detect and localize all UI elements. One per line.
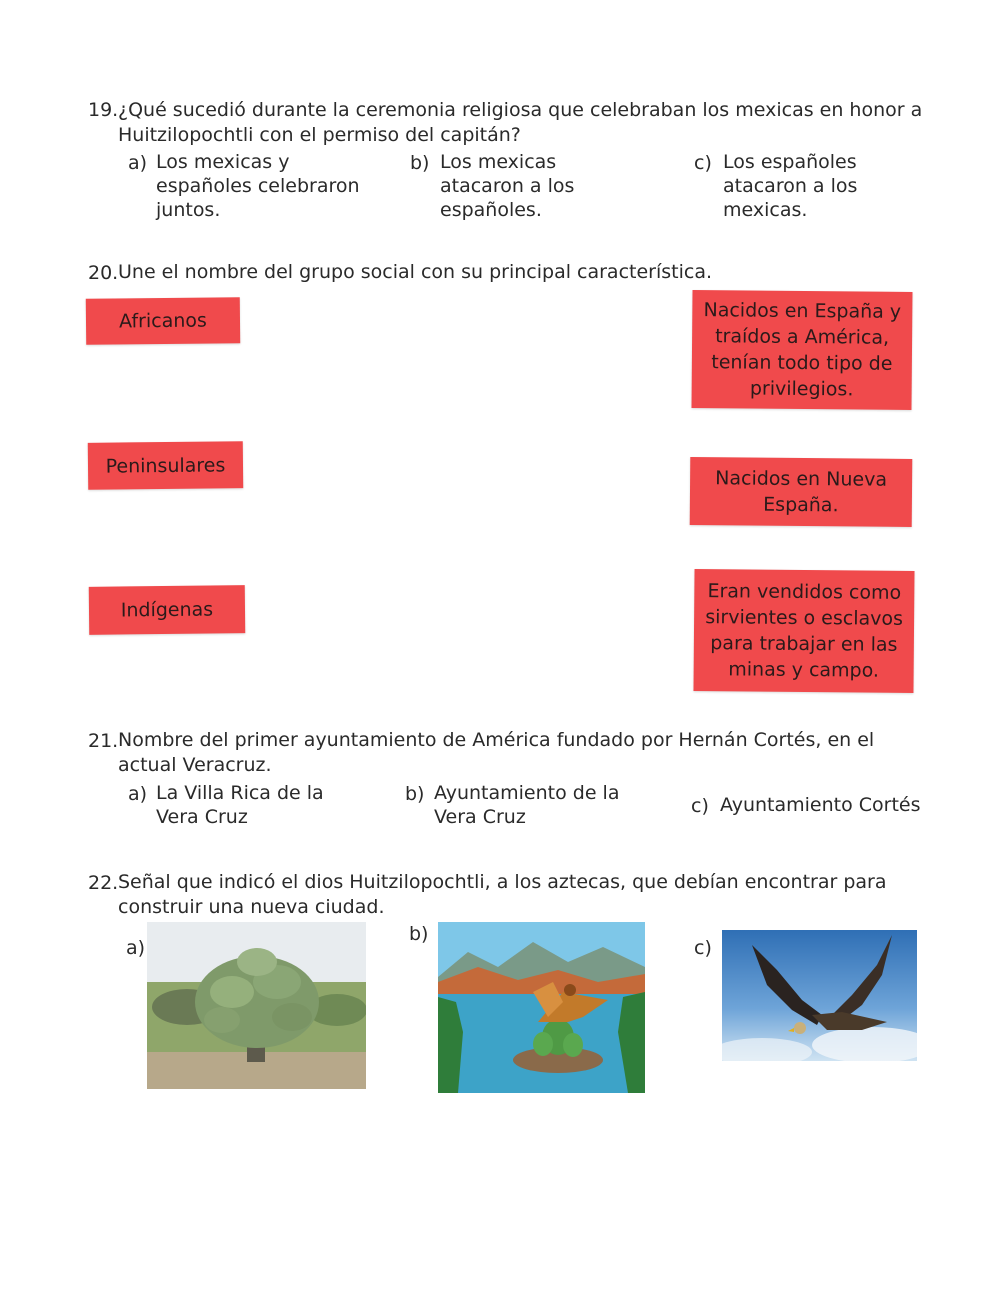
description-box-criollos[interactable]: [690, 457, 913, 527]
q22-number: 22.: [88, 872, 119, 894]
q20-text: Une el nombre del grupo social con su principal característica.: [118, 261, 713, 283]
q19-option-b-letter[interactable]: b): [410, 152, 430, 174]
q20-number: 20.: [88, 262, 119, 284]
q19-option-c-text[interactable]: Los españoles atacaron a los mexicas.: [723, 151, 858, 221]
group-box-peninsulares[interactable]: [88, 441, 243, 490]
group-label: Africanos: [118, 309, 207, 333]
q19-option-a-letter[interactable]: a): [128, 152, 148, 174]
q21-option-c-letter[interactable]: c): [691, 795, 709, 817]
eagle-cactus-painting-image[interactable]: [438, 922, 645, 1093]
description-text: Nacidos en Nueva España.: [715, 467, 888, 517]
q19-text: ¿Qué sucedió durante la ceremonia religiosa que celebraban los mexicas en honor a Huitzilopochtli con el permiso del capitán?: [118, 99, 923, 146]
nopal-cactus-icon: [147, 922, 366, 1089]
group-box-indigenas[interactable]: [89, 585, 245, 635]
description-box-africanos[interactable]: [693, 569, 914, 693]
group-label: Peninsulares: [105, 453, 226, 478]
q19-number: 19.: [88, 99, 119, 121]
nopal-cactus-image[interactable]: [147, 922, 366, 1089]
group-box-africanos[interactable]: [86, 297, 240, 345]
q22-option-b-letter[interactable]: b): [409, 923, 429, 945]
q21-option-b-text[interactable]: Ayuntamiento de la Vera Cruz: [434, 782, 620, 828]
flying-eagle-image[interactable]: [722, 930, 917, 1061]
q22-option-c-letter[interactable]: c): [694, 937, 712, 959]
q21-text: Nombre del primer ayuntamiento de América fundado por Hernán Cortés, en el actual Veracruz.: [118, 729, 875, 776]
q22-option-a-letter[interactable]: a): [126, 937, 146, 959]
description-box-peninsulares[interactable]: [691, 290, 912, 410]
q19-option-b-text[interactable]: Los mexicas atacaron a los españoles.: [440, 151, 575, 221]
description-text: Eran vendidos como sirvientes o esclavos para trabajar en las minas y campo.: [705, 580, 904, 682]
q21-option-c-text[interactable]: Ayuntamiento Cortés: [720, 794, 921, 816]
q19-option-c-letter[interactable]: c): [694, 152, 712, 174]
description-text: Nacidos en España y traídos a América, tenían todo tipo de privilegios.: [703, 299, 902, 401]
group-label: Indígenas: [120, 598, 214, 622]
q21-number: 21.: [88, 730, 119, 752]
flying-eagle-icon: [722, 930, 917, 1061]
q22-text: Señal que indicó el dios Huitzilopochtli, a los aztecas, que debían encontrar para construir una nueva ciudad.: [118, 871, 887, 918]
q21-option-a-letter[interactable]: a): [128, 783, 148, 805]
q21-option-b-letter[interactable]: b): [405, 783, 425, 805]
eagle-on-cactus-icon: [438, 922, 645, 1093]
q19-option-a-text[interactable]: Los mexicas y españoles celebraron juntos.: [156, 151, 360, 221]
q21-option-a-text[interactable]: La Villa Rica de la Vera Cruz: [156, 782, 324, 828]
